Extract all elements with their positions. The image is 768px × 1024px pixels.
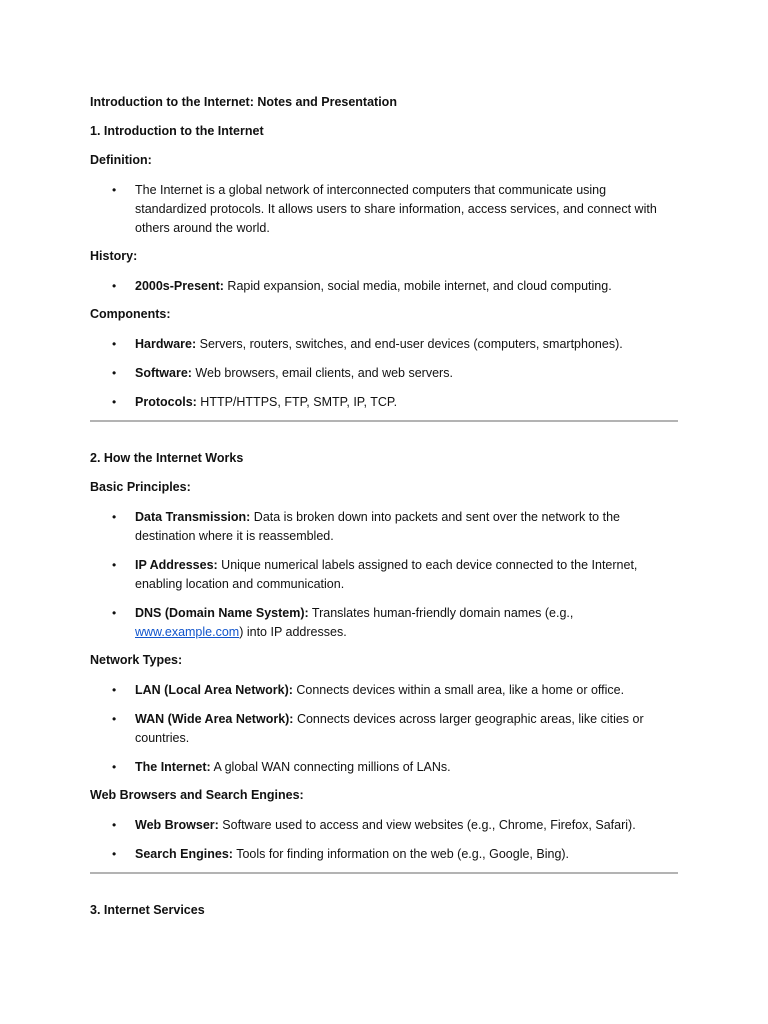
section-divider — [90, 420, 678, 422]
components-list — [90, 335, 678, 412]
subheading-history: History: — [90, 249, 138, 263]
subheading-browsers-search: Web Browsers and Search Engines: — [90, 788, 304, 802]
bullet-icon: • — [112, 760, 117, 774]
bullet-icon: • — [112, 606, 117, 620]
item-term: 2000s-Present: — [135, 279, 224, 293]
network-types-list — [90, 681, 678, 777]
bullet-icon: • — [112, 337, 117, 351]
section-heading: 1. Introduction to the Internet — [90, 124, 264, 138]
list-item — [90, 364, 678, 383]
item-text: Servers, routers, switches, and end-user devices (computers, smartphones). — [196, 337, 623, 351]
item-text: HTTP/HTTPS, FTP, SMTP, IP, TCP. — [196, 395, 398, 409]
bullet-icon: • — [112, 558, 117, 572]
browsers-list — [90, 816, 678, 864]
list-item — [90, 816, 678, 835]
item-text: ) into IP addresses. — [239, 625, 347, 639]
item-text: Web browsers, email clients, and web servers. — [191, 366, 453, 380]
item-term: Protocols: — [135, 395, 197, 409]
item-term: Hardware: — [135, 337, 197, 351]
item-text: Connects devices within a small area, like a home or office. — [292, 683, 625, 697]
section-heading: 2. How the Internet Works — [90, 451, 244, 465]
item-term: Search Engines: — [135, 847, 233, 861]
subheading-definition: Definition: — [90, 153, 152, 167]
list-item — [90, 335, 678, 354]
item-text: Translates human-friendly domain names (e.g., — [308, 606, 574, 620]
history-list — [90, 277, 678, 296]
item-text: Unique numerical labels assigned to each device connected to the Internet, enabling location and communication. — [135, 558, 638, 591]
item-text: The Internet is a global network of interconnected computers that communicate using standardized protocols. It allows users to share information, access services, and connect with others around the world. — [135, 183, 657, 235]
bullet-icon: • — [112, 279, 117, 293]
section-divider — [90, 872, 678, 874]
bullet-icon: • — [112, 510, 117, 524]
list-item — [90, 710, 678, 748]
bullet-icon: • — [112, 683, 117, 697]
subheading-components: Components: — [90, 307, 171, 321]
item-term: LAN (Local Area Network): — [135, 683, 293, 697]
list-item — [90, 181, 678, 238]
subheading-network-types: Network Types: — [90, 653, 183, 667]
list-item — [90, 556, 678, 594]
item-text: Data is broken down into packets and sent over the network to the destination where it is reassembled. — [135, 510, 620, 543]
bullet-icon: • — [112, 183, 117, 197]
bullet-icon: • — [112, 712, 117, 726]
section-heading: 3. Internet Services — [90, 903, 205, 917]
item-text: Software used to access and view websites (e.g., Chrome, Firefox, Safari). — [218, 818, 636, 832]
item-text: Rapid expansion, social media, mobile internet, and cloud computing. — [223, 279, 612, 293]
item-term: DNS (Domain Name System): — [135, 606, 309, 620]
item-term: Data Transmission: — [135, 510, 251, 524]
document-page — [90, 94, 678, 931]
bullet-icon: • — [112, 366, 117, 380]
list-item — [90, 681, 678, 700]
bullet-icon: • — [112, 847, 117, 861]
item-term: Software: — [135, 366, 192, 380]
item-text: Tools for finding information on the web (e.g., Google, Bing). — [232, 847, 570, 861]
item-term: Web Browser: — [135, 818, 219, 832]
list-item — [90, 277, 678, 296]
list-item — [90, 758, 678, 777]
example-link[interactable]: www.example.com — [135, 625, 240, 639]
list-item — [90, 393, 678, 412]
list-item — [90, 508, 678, 546]
definition-list — [90, 181, 678, 238]
list-item — [90, 604, 678, 642]
item-text: A global WAN connecting millions of LANs. — [210, 760, 451, 774]
item-term: WAN (Wide Area Network): — [135, 712, 294, 726]
subheading-basic-principles: Basic Principles: — [90, 480, 191, 494]
bullet-icon: • — [112, 818, 117, 832]
principles-list — [90, 508, 678, 642]
item-term: The Internet: — [135, 760, 211, 774]
item-term: IP Addresses: — [135, 558, 218, 572]
item-text: Connects devices across larger geographic areas, like cities or countries. — [135, 712, 644, 745]
list-item — [90, 845, 678, 864]
document-title: Introduction to the Internet: Notes and Presentation — [90, 95, 397, 109]
bullet-icon: • — [112, 395, 117, 409]
